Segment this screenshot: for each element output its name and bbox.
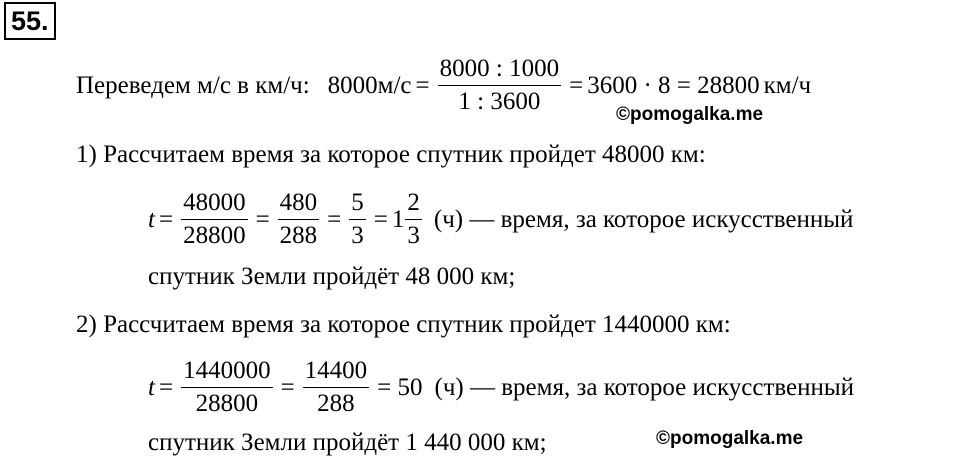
equals-sign: = <box>158 373 174 401</box>
fraction-numerator: 2 <box>407 189 420 216</box>
fraction-bar <box>181 387 273 388</box>
equals-sign: = <box>327 205 342 233</box>
fraction-bar <box>303 387 370 388</box>
conversion-result: 3600 · 8 = 28800 <box>587 71 760 99</box>
fraction-denominator: 3 <box>351 222 364 250</box>
fraction-bar <box>181 219 248 220</box>
fraction-denominator: 288 <box>279 222 318 250</box>
conversion-fraction <box>438 56 561 116</box>
equals-sign: = <box>255 205 270 233</box>
step2-result: = 50 <box>377 373 423 401</box>
step1-formula <box>148 190 853 250</box>
fraction <box>181 358 273 418</box>
fraction-bar <box>278 219 320 220</box>
variable-t: t <box>148 373 155 401</box>
fraction-denominator: 28800 <box>183 222 246 250</box>
fraction-numerator: 480 <box>279 189 318 216</box>
equals-sign: = <box>373 205 388 233</box>
fraction-denominator: 288 <box>317 390 355 418</box>
watermark: ©pomogalka.me <box>616 104 764 125</box>
mixed-number <box>392 190 426 250</box>
fraction-numerator: 1440000 <box>183 357 271 384</box>
fraction-numerator: 14400 <box>304 357 368 384</box>
conversion-lhs: 8000м/с <box>327 71 412 99</box>
step2-formula <box>148 358 854 418</box>
fraction <box>405 190 422 250</box>
step1-explanation: (ч) — время, за которое искусственный <box>433 205 854 233</box>
fraction-numerator: 8000 : 1000 <box>439 55 560 82</box>
fraction-bar <box>349 219 366 220</box>
watermark: ©pomogalka.me <box>656 428 804 449</box>
step2-heading: 2) Рассчитаем время за которое спутник пройдет 1440000 км: <box>76 311 731 338</box>
fraction-denominator: 1 : 3600 <box>458 88 541 116</box>
fraction <box>278 190 320 250</box>
fraction-bar <box>438 85 561 86</box>
equals-sign: = <box>415 71 430 99</box>
step2-continuation: спутник Земли пройдёт 1 440 000 км; <box>148 429 547 456</box>
equals-sign: = <box>569 71 584 99</box>
conversion-unit: км/ч <box>763 71 812 99</box>
step1-heading: 1) Рассчитаем время за которое спутник пройдет 48000 км: <box>76 141 706 168</box>
fraction <box>349 190 366 250</box>
problem-number: 55. <box>4 2 56 40</box>
step1-continuation: спутник Земли пройдёт 48 000 км; <box>148 263 516 290</box>
variable-t: t <box>148 205 155 233</box>
fraction <box>181 190 248 250</box>
fraction <box>303 358 370 418</box>
fraction-denominator: 28800 <box>195 390 259 418</box>
fraction-numerator: 5 <box>351 189 364 216</box>
fraction-denominator: 3 <box>407 222 420 250</box>
step2-explanation: (ч) — время, за которое искусственный <box>434 373 855 401</box>
fraction-bar <box>405 219 422 220</box>
equals-sign: = <box>280 373 295 401</box>
conversion-intro: Переведем м/с в км/ч: <box>76 71 310 99</box>
mixed-whole: 1 <box>391 205 405 233</box>
equals-sign: = <box>158 205 174 233</box>
fraction-numerator: 48000 <box>183 189 246 216</box>
